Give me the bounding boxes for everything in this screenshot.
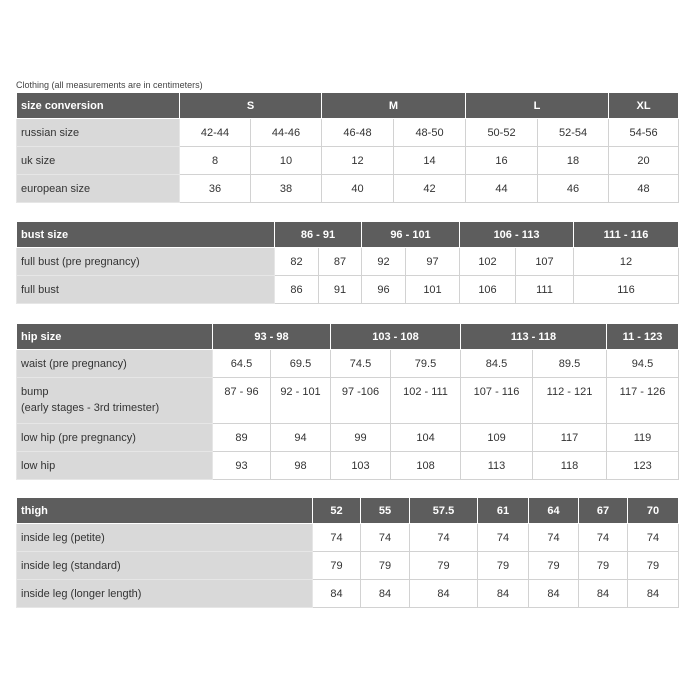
- thigh-size-header: 67: [579, 498, 628, 524]
- table-row: [17, 248, 679, 276]
- table-cell: 92 - 101: [271, 378, 331, 424]
- bust-range-header: 86 - 91: [275, 222, 362, 248]
- table-cell: 94.5: [607, 350, 679, 378]
- row-label-full-bust-pre-pregnancy: full bust (pre pregnancy): [17, 248, 275, 276]
- table-cell: 48-50: [394, 119, 466, 147]
- table-cell: 84.5: [461, 350, 533, 378]
- table-cell: 14: [394, 147, 466, 175]
- table-cell: 46: [538, 175, 609, 203]
- table-cell: 96: [362, 276, 406, 304]
- table-cell: 52-54: [538, 119, 609, 147]
- bust-range-header: 106 - 113: [460, 222, 574, 248]
- bump-sublabel: (early stages - 3rd trimester): [21, 402, 160, 414]
- table-cell: 91: [319, 276, 362, 304]
- table-row: [17, 552, 679, 580]
- table-cell: 123: [607, 452, 679, 480]
- table-cell: 54-56: [609, 119, 679, 147]
- thigh-header: [17, 498, 679, 524]
- row-label-uk-size: uk size: [17, 147, 180, 175]
- table-cell: 107: [516, 248, 574, 276]
- size-conversion-title: size conversion: [17, 93, 180, 119]
- table-row: [17, 350, 679, 378]
- table-cell: 113: [461, 452, 533, 480]
- bust-range-header: 111 - 116: [574, 222, 679, 248]
- table-cell: 93: [213, 452, 271, 480]
- table-cell: 44-46: [251, 119, 322, 147]
- table-cell: 74: [410, 524, 478, 552]
- size-header-s: S: [180, 93, 322, 119]
- table-cell: 16: [466, 147, 538, 175]
- table-cell: 42: [394, 175, 466, 203]
- table-cell: 119: [607, 424, 679, 452]
- table-cell: 38: [251, 175, 322, 203]
- table-cell: 102: [460, 248, 516, 276]
- table-cell: 40: [322, 175, 394, 203]
- table-cell: 89: [213, 424, 271, 452]
- table-cell: 118: [533, 452, 607, 480]
- row-label-inside-leg-petite: inside leg (petite): [17, 524, 313, 552]
- table-cell: 82: [275, 248, 319, 276]
- table-cell: 74: [579, 524, 628, 552]
- table-cell: 112 - 121: [533, 378, 607, 424]
- size-header-xl: XL: [609, 93, 679, 119]
- table-cell: 87 - 96: [213, 378, 271, 424]
- hip-size-table: [16, 323, 679, 480]
- table-row: [17, 580, 679, 608]
- table-cell: 12: [322, 147, 394, 175]
- table-row: [17, 119, 679, 147]
- hip-range-header: 11 - 123: [607, 324, 679, 350]
- table-cell: 84: [361, 580, 410, 608]
- row-label-low-hip-pre-pregnancy: low hip (pre pregnancy): [17, 424, 213, 452]
- table-row: [17, 378, 679, 424]
- row-label-full-bust: full bust: [17, 276, 275, 304]
- table-cell: 79.5: [391, 350, 461, 378]
- table-cell: 108: [391, 452, 461, 480]
- table-cell: 84: [313, 580, 361, 608]
- table-cell: 116: [574, 276, 679, 304]
- row-label-inside-leg-longer-length: inside leg (longer length): [17, 580, 313, 608]
- bust-size-table: [16, 221, 679, 304]
- thigh-table: [16, 497, 679, 608]
- table-row: [17, 175, 679, 203]
- table-cell: 94: [271, 424, 331, 452]
- table-cell: 103: [331, 452, 391, 480]
- bust-size-header: [17, 222, 679, 248]
- table-cell: 18: [538, 147, 609, 175]
- table-cell: 74: [529, 524, 579, 552]
- size-conversion-header: [17, 93, 679, 119]
- table-cell: 74: [313, 524, 361, 552]
- size-conversion-table: [16, 92, 679, 203]
- bust-size-title: bust size: [17, 222, 275, 248]
- table-row: [17, 147, 679, 175]
- table-row: [17, 276, 679, 304]
- table-cell: 86: [275, 276, 319, 304]
- size-header-m: M: [322, 93, 466, 119]
- table-cell: 36: [180, 175, 251, 203]
- table-cell: 64.5: [213, 350, 271, 378]
- table-cell: 74: [628, 524, 679, 552]
- table-cell: 107 - 116: [461, 378, 533, 424]
- table-cell: 84: [579, 580, 628, 608]
- table-cell: 50-52: [466, 119, 538, 147]
- table-cell: 109: [461, 424, 533, 452]
- hip-range-header: 93 - 98: [213, 324, 331, 350]
- row-label-bump: [17, 378, 213, 424]
- table-cell: 97 -106: [331, 378, 391, 424]
- hip-range-header: 113 - 118: [461, 324, 607, 350]
- thigh-size-header: 55: [361, 498, 410, 524]
- table-cell: 84: [478, 580, 529, 608]
- table-cell: 104: [391, 424, 461, 452]
- table-cell: 20: [609, 147, 679, 175]
- thigh-title: thigh: [17, 498, 313, 524]
- thigh-size-header: 70: [628, 498, 679, 524]
- table-cell: 42-44: [180, 119, 251, 147]
- thigh-size-header: 61: [478, 498, 529, 524]
- table-cell: 102 - 111: [391, 378, 461, 424]
- table-cell: 79: [628, 552, 679, 580]
- table-cell: 8: [180, 147, 251, 175]
- table-cell: 79: [579, 552, 628, 580]
- hip-size-header: [17, 324, 679, 350]
- table-cell: 69.5: [271, 350, 331, 378]
- chart-caption: Clothing (all measurements are in centimeters): [16, 80, 203, 90]
- table-cell: 99: [331, 424, 391, 452]
- thigh-size-header: 57.5: [410, 498, 478, 524]
- table-cell: 101: [406, 276, 460, 304]
- table-cell: 79: [361, 552, 410, 580]
- table-cell: 111: [516, 276, 574, 304]
- table-cell: 79: [478, 552, 529, 580]
- size-header-l: L: [466, 93, 609, 119]
- row-label-inside-leg-standard: inside leg (standard): [17, 552, 313, 580]
- table-cell: 74: [478, 524, 529, 552]
- bust-range-header: 96 - 101: [362, 222, 460, 248]
- row-label-waist-pre-pregnancy: waist (pre pregnancy): [17, 350, 213, 378]
- table-cell: 74: [361, 524, 410, 552]
- bump-label: bump: [21, 386, 49, 398]
- row-label-low-hip: low hip: [17, 452, 213, 480]
- table-cell: 74.5: [331, 350, 391, 378]
- table-cell: 46-48: [322, 119, 394, 147]
- table-cell: 106: [460, 276, 516, 304]
- table-cell: 98: [271, 452, 331, 480]
- table-cell: 87: [319, 248, 362, 276]
- thigh-size-header: 64: [529, 498, 579, 524]
- thigh-size-header: 52: [313, 498, 361, 524]
- hip-range-header: 103 - 108: [331, 324, 461, 350]
- hip-size-title: hip size: [17, 324, 213, 350]
- table-cell: 84: [628, 580, 679, 608]
- table-cell: 79: [410, 552, 478, 580]
- table-cell: 89.5: [533, 350, 607, 378]
- table-cell: 79: [313, 552, 361, 580]
- table-row: [17, 452, 679, 480]
- table-cell: 44: [466, 175, 538, 203]
- table-cell: 84: [529, 580, 579, 608]
- table-cell: 92: [362, 248, 406, 276]
- table-cell: 10: [251, 147, 322, 175]
- table-cell: 117: [533, 424, 607, 452]
- table-cell: 117 - 126: [607, 378, 679, 424]
- table-cell: 84: [410, 580, 478, 608]
- row-label-russian-size: russian size: [17, 119, 180, 147]
- table-cell: 97: [406, 248, 460, 276]
- row-label-european-size: european size: [17, 175, 180, 203]
- table-row: [17, 524, 679, 552]
- table-cell: 79: [529, 552, 579, 580]
- table-cell: 48: [609, 175, 679, 203]
- table-row: [17, 424, 679, 452]
- table-cell: 12: [574, 248, 679, 276]
